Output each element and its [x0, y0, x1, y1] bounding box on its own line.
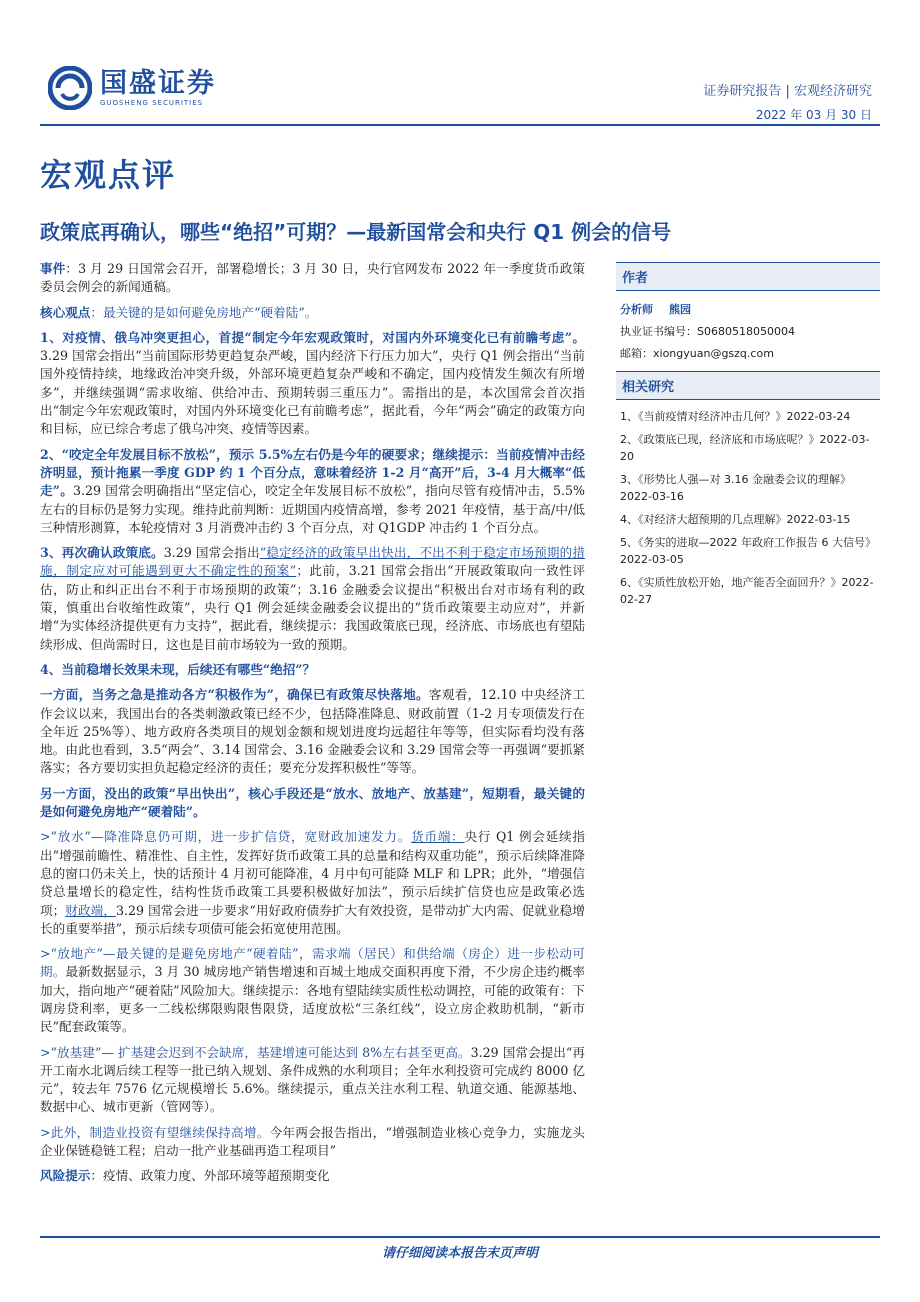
report-title: 政策底再确认，哪些“绝招”可期？—最新国常会和央行 Q1 例会的信号: [40, 220, 672, 244]
core-text: ：最关键的是如何避免房地产“硬着陆”。: [90, 304, 318, 320]
related-item[interactable]: 1、《当前疫情对经济冲击几何？》2022-03-24: [620, 410, 851, 423]
point-6-head: 另一方面，没出的政策“早出快出”，核心手段还是“放水、放地产、放基建”，短期看，最关键的是如何避免房地产“硬着陆”。: [40, 785, 585, 820]
cert-number: 执业证书编号：S0680518050004: [620, 325, 795, 338]
report-date: 2022 年 03 月 30 日: [755, 108, 872, 122]
related-section-head: 相关研究: [616, 371, 880, 400]
author-row: [620, 301, 876, 317]
logo-text-cn: 国盛证券: [100, 68, 216, 99]
point-8-head: >“放地产”—最关键的是避免房地产“硬着陆”，需求端（居民）和供给端（房企）进一步松动可期。: [40, 946, 585, 980]
point-10-text: 今年两会报告指出，“增强制造业核心竞争力，实施龙头企业保链稳链工程；启动一批产业基础再造工程项目”: [40, 1124, 585, 1159]
point-3-text-b: ；此前，3.21 国常会指出“开展政策取向一致性评估，防止和纠正出台不利于市场预期的政策”；3.16 金融委会议提出“积极出台对市场有利的政策，慎重出台收缩性政策”，央行 Q1 例会延续金融委会议提出的“货币政策要主动应对”，并新增“为实体经济提供更有力支持”，据此看，继续提示：我国政策底已现，经济底、市场底也有望陆续形成、但尚需时日，这也是目前市场较为一致的预期。: [40, 563, 585, 652]
point-4: [40, 661, 585, 679]
point-7-underline-2: 财政端，: [65, 902, 116, 918]
point-7-head: >“放水”—降准降息仍可期，进一步扩信贷，宽财政加速发力。: [40, 829, 412, 845]
guosheng-logo-icon: [48, 66, 92, 110]
risk-label: 风险提示: [40, 1168, 91, 1184]
point-7: [40, 828, 585, 938]
risk-text: ：疫情、政策力度、外部环境等超预期变化: [90, 1168, 330, 1184]
related-item[interactable]: 6、《实质性放松开始，地产能否全面回升？》2022-02-27: [620, 576, 874, 606]
point-4-head: 4、当前稳增长效果未现，后续还有哪些“绝招”？: [40, 661, 316, 677]
point-6: [40, 785, 585, 822]
point-9-head: >“放基建”— 扩基建会迟到不会缺席，基建增速可能达到 8%左右甚至更高。: [40, 1044, 471, 1060]
point-3-text-a: 3.29 国常会指出: [163, 545, 260, 561]
point-7-text-1: 央行 Q1 例会延续指出“增强前瞻性、精准性、自主性，发挥好货币政策工具的总量和结构双重功能”，预示后续降准降息的窗口仍未关上，快的话预计 4 月初可能降准，4 月中旬可能降 MLF 和 LPR；此外，“增强信贷总量增长的稳定性，结构性货币政策工具要积极做好加法”，预示后续扩信贷也应是政策必选项；: [40, 829, 585, 918]
author-section-head: 作者: [616, 262, 880, 291]
point-5-head: 一方面，当务之急是推动各方“积极作为”，确保已有政策尽快落地。: [40, 687, 429, 703]
event-label: 事件: [40, 261, 66, 276]
risk-paragraph: [40, 1167, 585, 1185]
point-1: [40, 329, 585, 439]
point-1-text: 3.29 国常会指出“当前国际形势更趋复杂严峻，国内经济下行压力加大”，央行 Q1 例会指出“当前国外疫情持续，地缘政治冲突升级，外部环境更趋复杂严峻和不确定，国内疫情发生频次有所增多”，并继续强调“需求收缩、供给冲击、预期转弱三重压力”。需指出的是，本次国常会首次指出“制定今年宏观政策时，对国内外环境变化已有前瞻考虑”，据此看，今年“两会”确定的政策方向和目标，应已综合考虑了俄乌冲突、疫情等因素。: [40, 348, 585, 437]
point-3-head: 3、再次确认政策底。: [40, 545, 164, 561]
related-list: [620, 408, 876, 608]
analyst-name: 熊园: [669, 303, 691, 316]
point-10-head: >此外，制造业投资有望继续保持高增。: [40, 1124, 270, 1140]
point-10: [40, 1124, 585, 1161]
point-3-underline: “稳定经济的政策早出快出，不出不利于稳定市场预期的措施，制定应对可能遇到更大不确定性的预案”: [40, 545, 585, 579]
header-divider: [40, 124, 880, 126]
footer: [40, 1236, 880, 1261]
point-7-text-2: 3.29 国常会进一步要求“用好政府债券扩大有效投资，是带动扩大内需、促就业稳增长的重要举措”，预示后续专项债可能会拓宽使用范围。: [40, 902, 586, 936]
point-3: [40, 544, 585, 654]
main-body: [40, 260, 585, 1193]
point-1-head: 1、对疫情、俄乌冲突更担心，首提“制定今年宏观政策时，对国内外环境变化已有前瞻考虑”。: [40, 329, 585, 345]
brand-logo: [48, 66, 216, 110]
point-2: [40, 446, 585, 537]
point-5-text: 客观看，12.10 中央经济工作会议以来，我国出台的各类刺激政策已经不少，包括降准降息、财政前置（1-2 月专项债发行在全年近 25%等）、地方政府各类项目的规划金额和规划进度均远超往年等等，但实际看均没有落地。由此也看到，3.5“两会”、3.14 国常会、3.16 金融委会议和 3.29 国常会等一再强调“要抓紧落实；各方要切实担负起稳定经济的责任；要充分发挥积极性”等等。: [40, 687, 585, 776]
event-text: ：3 月 29 日国常会召开，部署稳增长；3 月 30 日，央行官网发布 2022 年一季度货币政策委员会例会的新闻通稿。: [40, 261, 585, 295]
point-2-head: 2、“咬定全年发展目标不放松”，预示 5.5%左右仍是今年的硬要求；继续提示：当前疫情冲击经济明显，预计拖累一季度 GDP 约 1 个百分点，意味着经济 1-2 月“高开”后，3-4 月大概率“低走”。: [40, 446, 585, 499]
event-paragraph: [40, 260, 585, 297]
related-item[interactable]: 3、《形势比人强—对 3.16 金融委会议的理解》2022-03-16: [620, 473, 851, 503]
related-item[interactable]: 5、《务实的进取—2022 年政府工作报告 6 大信号》2022-03-05: [620, 536, 876, 566]
analyst-label: 分析师: [620, 303, 653, 316]
doc-type-title: 宏观点评: [40, 156, 177, 194]
core-label: 核心观点: [40, 304, 91, 320]
point-5: [40, 686, 585, 777]
point-7-underline-1: 货币端：: [411, 829, 465, 845]
point-9: [40, 1044, 585, 1117]
report-category: 证券研究报告 | 宏观经济研究: [703, 84, 872, 99]
core-paragraph: [40, 304, 585, 322]
point-8: [40, 945, 585, 1036]
footer-disclaimer: 请仔细阅读本报告末页声明: [381, 1246, 538, 1261]
point-9-text: 3.29 国常会提出“再开工南水北调后续工程等一批已纳入规划、条件成熟的水利项目；全年水利投资可完成约 8000 亿元”，较去年 7576 亿元规模增长 5.6%。继续提示，重点关注水利工程、轨道交通、能源基地、数据中心、城市更新（管网等）。: [40, 1044, 586, 1115]
point-8-text: 最新数据显示，3 月 30 城房地产销售增速和百城土地成交面积再度下滑，不少房企违约概率加大，指向地产“硬着陆”风险加大。继续提示：各地有望陆续实质性松动调控，可能的政策有：下调房贷利率，更多一二线松绑限购限售限贷，适度放松“三条红线”，设立房企救助机制，“新市民”配套政策等。: [40, 964, 585, 1035]
related-item[interactable]: 4、《对经济大超预期的几点理解》2022-03-15: [620, 513, 851, 526]
point-2-text: 3.29 国常会明确指出“坚定信心，咬定全年发展目标不放松”，指向尽管有疫情冲击，5.5%左右的目标仍是努力实现。维持此前判断：近期国内疫情高增，参考 2021 年疫情，基于高/中/低三种情形测算，本轮疫情对 3 月消费冲击约 3 个百分点，对 Q1GDP 冲击约 1 个百分点。: [40, 483, 585, 535]
sidebar: [616, 262, 880, 614]
analyst-email[interactable]: 邮箱：xiongyuan@gszq.com: [620, 347, 774, 360]
related-item[interactable]: 2、《政策底已现，经济底和市场底呢？》2022-03-20: [620, 433, 870, 463]
logo-text-en: GUOSHENG SECURITIES: [100, 99, 204, 107]
